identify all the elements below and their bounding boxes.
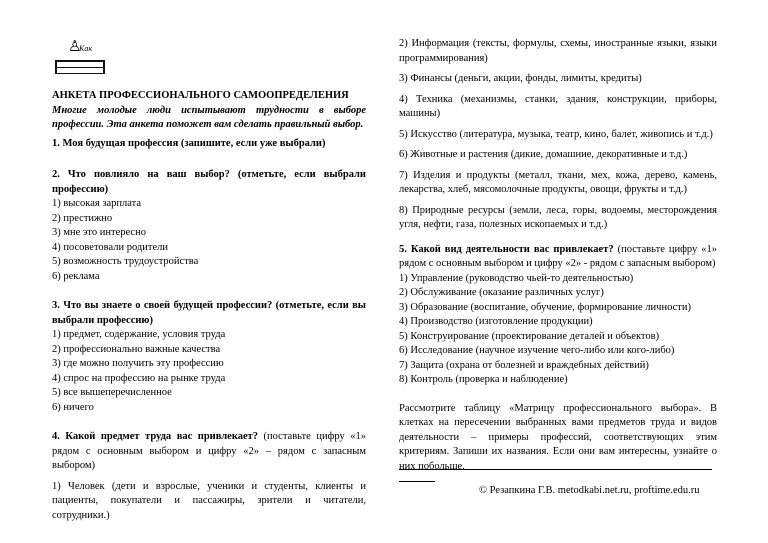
q5-item: 8) Контроль (проверка и наблюдение) — [399, 374, 568, 385]
q3-item: 4) спрос на профессию на рынке труда — [52, 372, 226, 384]
q3-item: 6) ничего — [52, 401, 94, 413]
q3-item: 3) где можно получить эту профессию — [52, 358, 224, 369]
q4-item: 6) Животные и растения (дикие, домашние, декоративные и т.д.) — [399, 149, 688, 160]
q5-item: 5) Конструирование (проектирование деталей и объектов) — [399, 330, 660, 342]
q4-item: 5) Искусство (литература, музыка, театр, кино, балет, живопись и т.д.) — [399, 128, 713, 140]
q5-item: 6) Исследование (научное изучение чего-либо или кого-либо) — [399, 345, 675, 356]
matrix-instructions: Рассмотрите таблицу «Матрицу профессионального выбора». В клетках на пересечении выбранных вами предметов труда и видов деятельности – примеры профессий, соответствующих этим критериям. Запиши их названия. Если они вам интересны, узнайте о них побольше. — [399, 402, 717, 472]
q5-item: 1) Управление (руководство чьей-то деятельностью) — [399, 272, 634, 284]
q3-item: 2) профессионально важные качества — [52, 343, 221, 355]
logo-script: Как — [79, 44, 93, 53]
left-column — [52, 0, 366, 523]
q3-item: 1) предмет, содержание, условия труда — [52, 329, 226, 340]
intro-text: Многие молодые люди испытывают трудности в выборе профессии. Эта анкета поможет вам сделать правильный выбор. — [52, 104, 366, 130]
q4-item: 3) Финансы (деньги, акции, фонды, лимиты, кредиты) — [399, 73, 642, 84]
right-column — [399, 0, 717, 474]
answer-line-short — [399, 481, 435, 482]
question-1: 1. Моя будущая профессия (запишите, если уже выбрали) — [52, 137, 326, 149]
copyright-footer: © Резапкина Г.В. metodkabi.net.ru, proftime.edu.ru — [479, 485, 700, 496]
q4-item: 2) Информация (тексты, формулы, схемы, иностранные языки, языки программирования) — [399, 38, 717, 64]
question-4 — [52, 430, 366, 474]
question-4-instructions: (поставьте цифру «1» рядом с основным выбором и цифру «2» – рядом с запасным выбором) — [52, 431, 366, 471]
q2-item: 5) возможность трудоустройства — [52, 256, 199, 267]
q4-item: 4) Техника (механизмы, станки, здания, конструкции, приборы, машины) — [399, 93, 717, 119]
q4-item: 7) Изделия и продукты (металл, ткани, мех, кожа, дерево, камень, лекарства, хлеб, мясомолочные продукты, овощи, фрукты и т.д.) — [399, 169, 717, 195]
question-5-title: 5. Какой вид деятельности вас привлекает? — [399, 243, 614, 255]
answer-line — [399, 469, 712, 470]
page-title: АНКЕТА ПРОФЕССИОНАЛЬНОГО САМООПРЕДЕЛЕНИЯ — [52, 90, 349, 101]
question-5-instructions: (поставьте цифру «1» рядом с основным выбором и цифру «2» - рядом с запасным выбором) — [399, 243, 717, 269]
figure-icon: ♙ — [68, 39, 82, 55]
question-2: 2. Что повлияло на ваш выбор? (отметьте, если выбрали профессию) — [52, 169, 366, 195]
question-3: 3. Что вы знаете о своей будущей профессии? (отметьте, если вы выбрали профессию) — [52, 300, 366, 326]
q5-item: 2) Обслуживание (оказание различных услуг) — [399, 287, 604, 298]
q4-item: 1) Человек (дети и взрослые, ученики и студенты, клиенты и пациенты, покупатели и пассажиры, зрители и читатели, сотрудники.) — [52, 480, 366, 521]
q3-item: 5) все вышеперечисленное — [52, 387, 172, 398]
q2-item: 3) мне это интересно — [52, 227, 146, 238]
q5-item: 4) Производство (изготовление продукции) — [399, 316, 593, 327]
question-5 — [399, 243, 717, 272]
q5-item: 3) Образование (воспитание, обучение, формирование личности) — [399, 301, 691, 313]
q2-item: 4) посоветовали родители — [52, 241, 168, 253]
q5-item: 7) Защита (охрана от болезней и враждебных действий) — [399, 359, 649, 371]
question-4-title: 4. Какой предмет труда вас привлекает? — [52, 431, 259, 442]
q2-item: 2) престижно — [52, 212, 113, 224]
q4-item: 8) Природные ресурсы (земли, леса, горы, водоемы, месторождения угля, нефти, газа, полезных ископаемых и т.д.) — [399, 204, 717, 230]
q2-item: 6) реклама — [52, 270, 100, 282]
q2-item: 1) высокая зарплата — [52, 198, 142, 209]
